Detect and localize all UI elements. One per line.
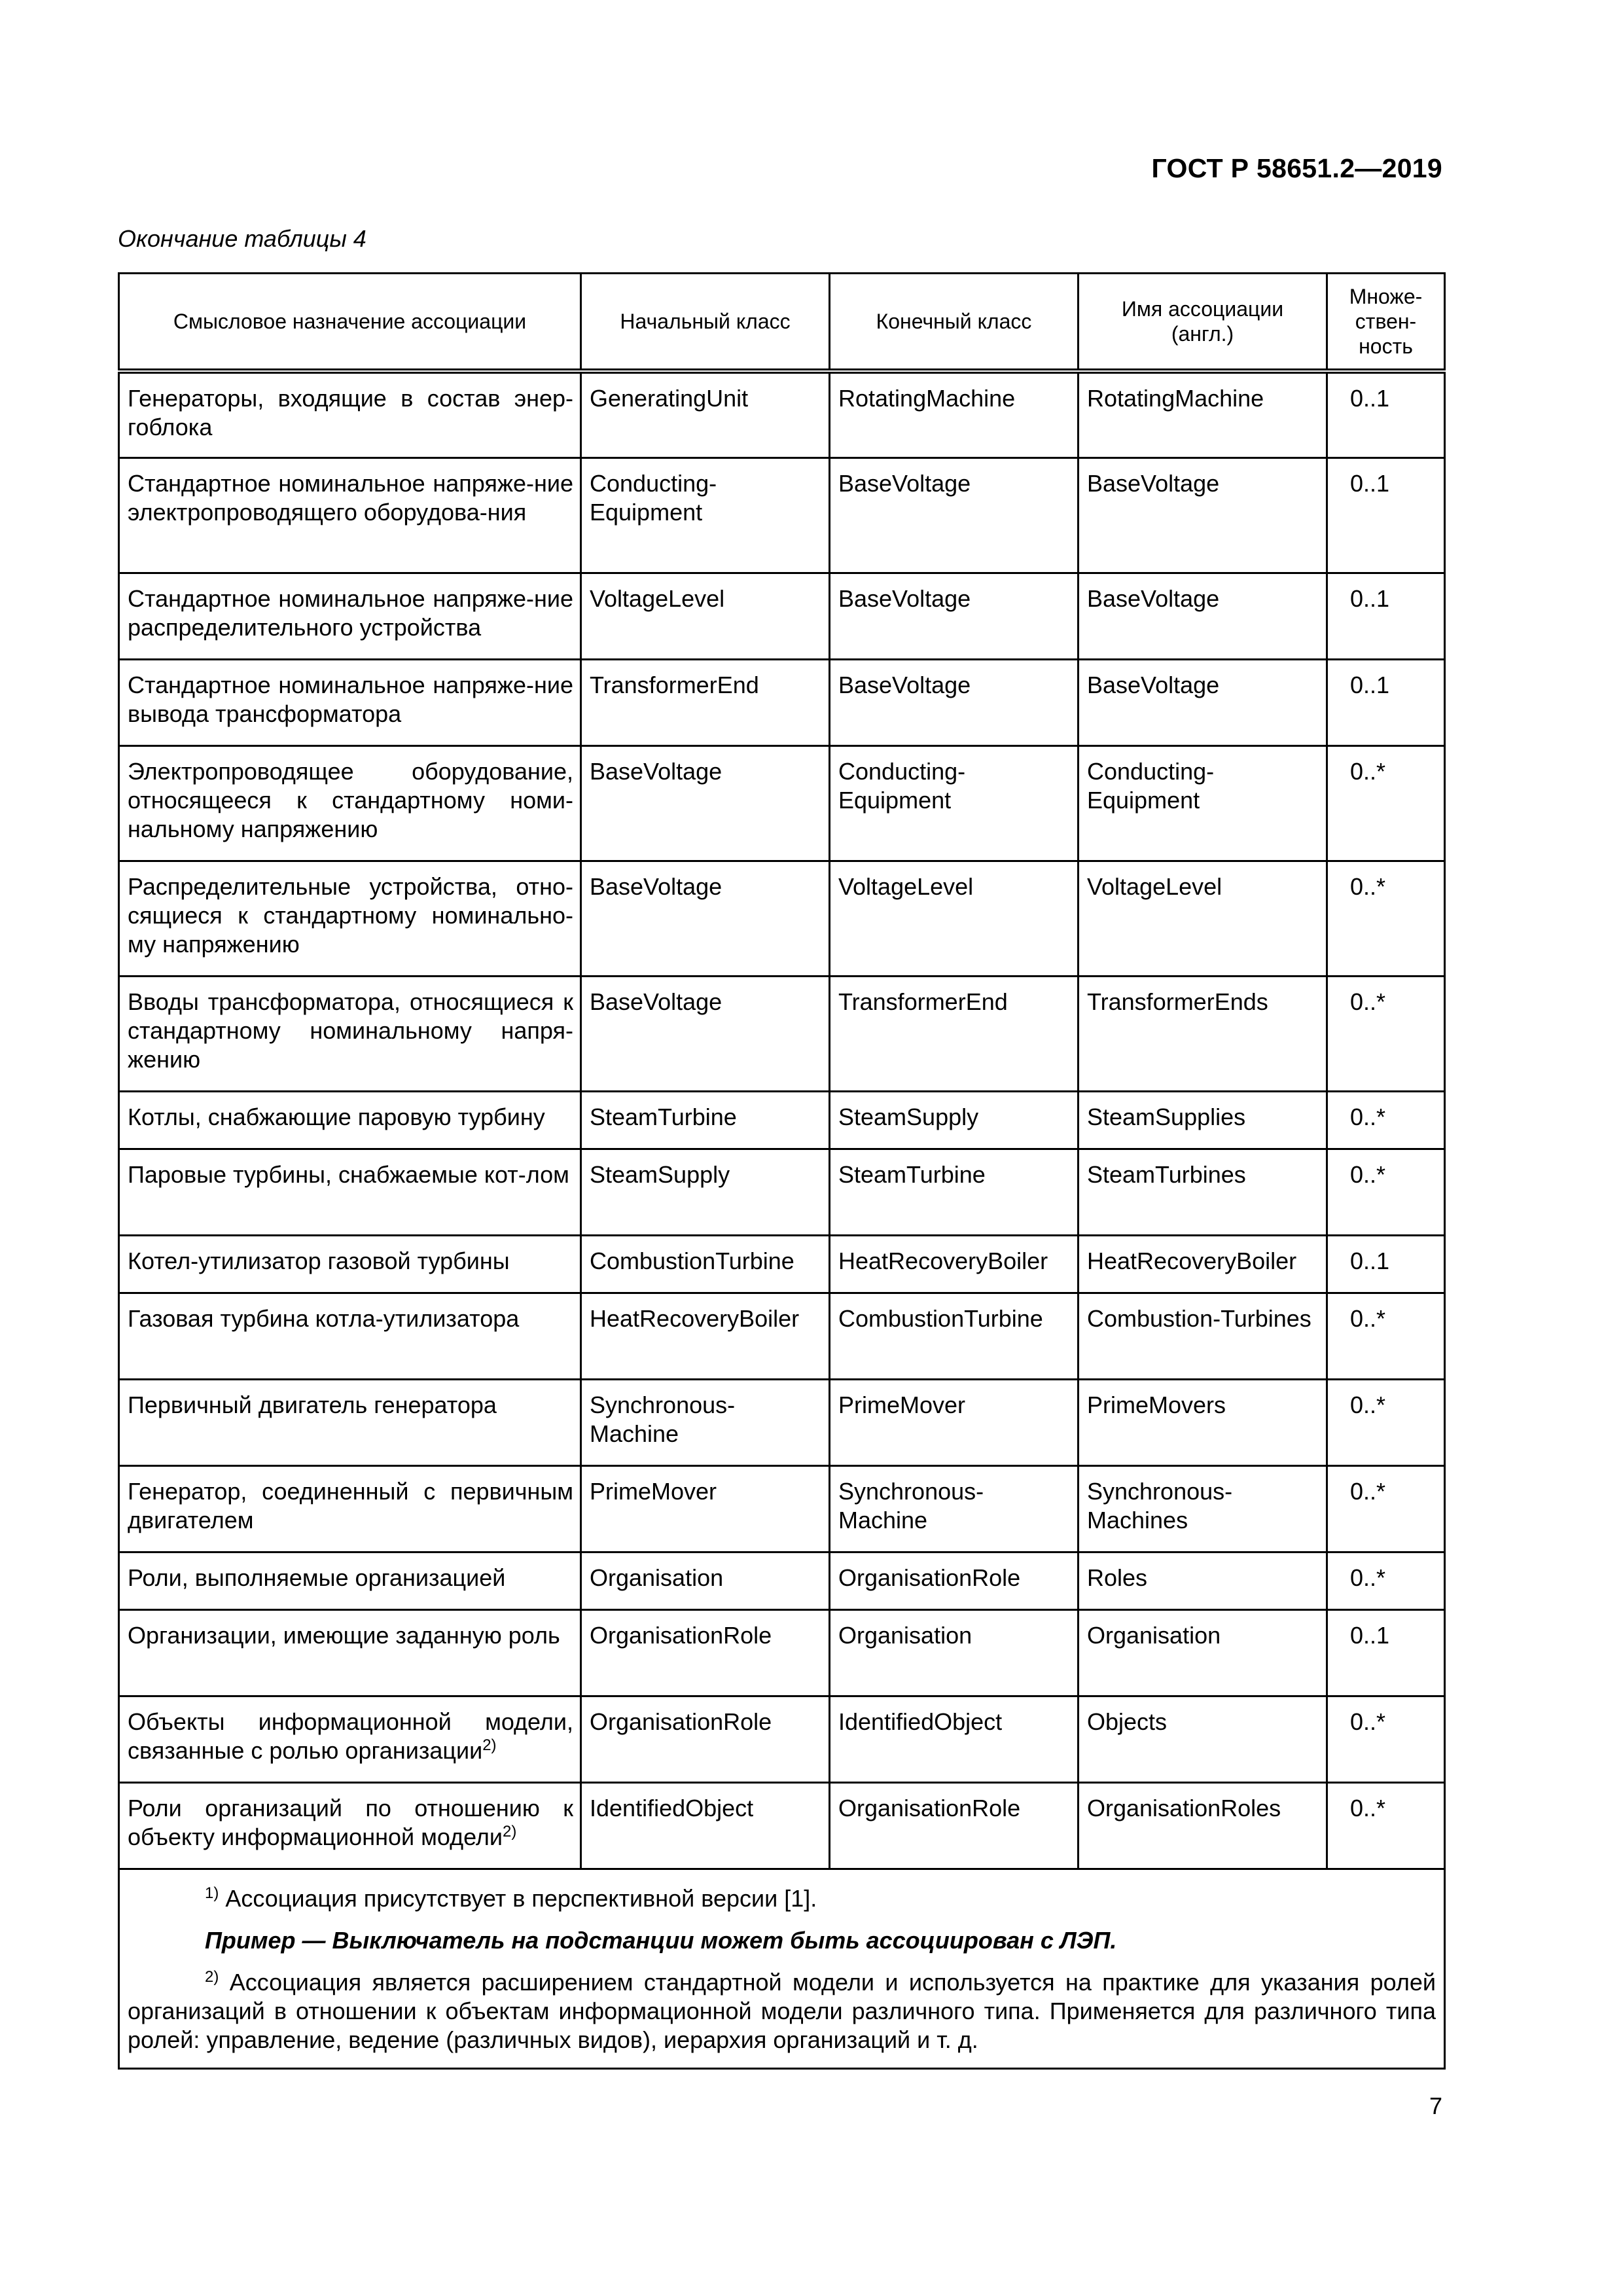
association-purpose-cell-text: Газовая турбина котла-утилизатора	[128, 1304, 520, 1332]
association-name-cell-text: HeatRecoveryBoiler	[1087, 1247, 1297, 1274]
association-name-cell	[1079, 1465, 1327, 1552]
associations-table	[118, 272, 1446, 2070]
association-name-cell-text: OrganisationRoles	[1087, 1794, 1281, 1821]
footnote-2-text: Ассоциация является расширением стандартной модели и используется на практике для указания ролей организаций в отношении к объектам информационной модели различного типа. Применяется для различного типа ролей: управление, ведение (различных видов), иерархия организаций и т. д.	[128, 1968, 1436, 2053]
table-notes	[119, 1869, 1445, 2068]
start-class-cell	[581, 1696, 830, 1782]
start-class-cell	[581, 861, 830, 976]
start-class-cell	[581, 976, 830, 1091]
column-header-purpose: Смысловое назначение ассоциации	[119, 274, 581, 372]
table-row	[119, 457, 1445, 573]
start-class-cell-text: VoltageLevel	[590, 584, 725, 612]
table-row	[119, 1149, 1445, 1235]
multiplicity-cell	[1327, 1552, 1445, 1609]
multiplicity-cell	[1327, 1609, 1445, 1696]
association-purpose-cell	[119, 1609, 581, 1696]
start-class-cell	[581, 1552, 830, 1609]
association-purpose-cell	[119, 1696, 581, 1782]
end-class-cell	[830, 976, 1079, 1091]
association-purpose-cell	[119, 371, 581, 457]
association-name-cell-text: Objects	[1087, 1708, 1168, 1735]
end-class-cell	[830, 1782, 1079, 1869]
association-name-cell-text: SteamTurbines	[1087, 1160, 1246, 1188]
association-purpose-cell-text: Стандартное номинальное напряже-ние электропроводящего оборудова-ния	[128, 469, 573, 526]
multiplicity-cell	[1327, 457, 1445, 573]
association-name-cell	[1079, 1149, 1327, 1235]
multiplicity-cell	[1327, 1782, 1445, 1869]
start-class-cell-text: PrimeMover	[590, 1477, 717, 1505]
end-class-cell	[830, 1696, 1079, 1782]
column-header-start-class: Начальный класс	[581, 274, 830, 372]
end-class-cell-text: PrimeMover	[838, 1391, 966, 1418]
end-class-cell-text: Conducting-Equipment	[838, 757, 966, 814]
end-class-cell	[830, 1149, 1079, 1235]
column-header-end-class: Конечный класс	[830, 274, 1079, 372]
association-name-cell	[1079, 659, 1327, 745]
table-row	[119, 573, 1445, 659]
association-purpose-cell-text: Стандартное номинальное напряже-ние распределительного устройства	[128, 584, 573, 641]
end-class-cell-text: HeatRecoveryBoiler	[838, 1247, 1048, 1274]
start-class-cell	[581, 659, 830, 745]
table-row	[119, 659, 1445, 745]
start-class-cell-text: BaseVoltage	[590, 988, 722, 1015]
table-row	[119, 1293, 1445, 1379]
footnote-1-text: Ассоциация присутствует в перспективной версии [1].	[225, 1884, 817, 1912]
association-name-cell	[1079, 1235, 1327, 1293]
end-class-cell	[830, 1293, 1079, 1379]
association-purpose-cell	[119, 1235, 581, 1293]
end-class-cell-text: TransformerEnd	[838, 988, 1008, 1015]
end-class-cell	[830, 659, 1079, 745]
multiplicity-cell-text: 0..*	[1350, 1564, 1386, 1591]
association-purpose-cell-text: Котел-утилизатор газовой турбины	[128, 1247, 510, 1274]
column-header-association-name: Имя ассоциации (англ.)	[1079, 274, 1327, 372]
association-purpose-cell	[119, 976, 581, 1091]
association-purpose-cell	[119, 1379, 581, 1465]
association-name-cell	[1079, 1609, 1327, 1696]
footnote-reference: 2)	[503, 1822, 517, 1840]
multiplicity-cell-text: 0..*	[1350, 1103, 1386, 1130]
multiplicity-cell-text: 0..*	[1350, 988, 1386, 1015]
association-name-cell	[1079, 1552, 1327, 1609]
start-class-cell	[581, 1149, 830, 1235]
association-purpose-cell	[119, 861, 581, 976]
multiplicity-cell	[1327, 861, 1445, 976]
start-class-cell-text: SteamSupply	[590, 1160, 730, 1188]
start-class-cell-text: Organisation	[590, 1564, 724, 1591]
table-row	[119, 745, 1445, 861]
start-class-cell	[581, 1091, 830, 1149]
association-name-cell-text: BaseVoltage	[1087, 584, 1220, 612]
multiplicity-cell	[1327, 1091, 1445, 1149]
multiplicity-cell	[1327, 976, 1445, 1091]
multiplicity-cell-text: 0..1	[1350, 584, 1390, 612]
association-name-cell	[1079, 1379, 1327, 1465]
table-header-row	[119, 274, 1445, 372]
end-class-cell	[830, 1465, 1079, 1552]
end-class-cell	[830, 1091, 1079, 1149]
table-row	[119, 1379, 1445, 1465]
start-class-cell-text: GeneratingUnit	[590, 385, 749, 412]
association-name-cell-text: SteamSupplies	[1087, 1103, 1246, 1130]
table-row	[119, 1609, 1445, 1696]
start-class-cell-text: TransformerEnd	[590, 671, 759, 698]
multiplicity-cell-text: 0..*	[1350, 1160, 1386, 1188]
association-purpose-cell-text: Электропроводящее оборудование, относящееся к стандартному номи-нальному напряжению	[128, 757, 573, 842]
start-class-cell	[581, 745, 830, 861]
footnote-1	[128, 1884, 1436, 1913]
multiplicity-cell-text: 0..1	[1350, 469, 1390, 497]
association-purpose-cell	[119, 1149, 581, 1235]
start-class-cell	[581, 1293, 830, 1379]
association-name-cell-text: Organisation	[1087, 1621, 1221, 1649]
association-purpose-cell	[119, 745, 581, 861]
end-class-cell-text: RotatingMachine	[838, 385, 1016, 412]
end-class-cell	[830, 1609, 1079, 1696]
table-row	[119, 371, 1445, 457]
association-purpose-cell	[119, 1782, 581, 1869]
multiplicity-cell	[1327, 1235, 1445, 1293]
start-class-cell	[581, 573, 830, 659]
end-class-cell	[830, 1552, 1079, 1609]
start-class-cell-text: CombustionTurbine	[590, 1247, 794, 1274]
association-purpose-cell-text: Паровые турбины, снабжаемые кот-лом	[128, 1160, 569, 1188]
start-class-cell-text: OrganisationRole	[590, 1708, 772, 1735]
association-purpose-cell	[119, 573, 581, 659]
footnote-reference: 2)	[482, 1736, 497, 1754]
multiplicity-cell	[1327, 573, 1445, 659]
association-purpose-cell-text: Объекты информационной модели, связанные с ролью организации	[128, 1708, 573, 1764]
document-code: ГОСТ Р 58651.2—2019	[1151, 153, 1442, 183]
association-name-cell-text: PrimeMovers	[1087, 1391, 1226, 1418]
association-name-cell-text: Synchronous-Machines	[1087, 1477, 1233, 1534]
association-name-cell-text: BaseVoltage	[1087, 671, 1220, 698]
multiplicity-cell	[1327, 1379, 1445, 1465]
end-class-cell-text: CombustionTurbine	[838, 1304, 1043, 1332]
end-class-cell-text: SteamTurbine	[838, 1160, 986, 1188]
association-name-cell-text: Combustion-Turbines	[1087, 1304, 1311, 1332]
end-class-cell-text: IdentifiedObject	[838, 1708, 1003, 1735]
start-class-cell	[581, 1235, 830, 1293]
footnote-1-mark: 1)	[205, 1884, 219, 1902]
multiplicity-cell-text: 0..1	[1350, 385, 1390, 412]
end-class-cell-text: OrganisationRole	[838, 1794, 1021, 1821]
start-class-cell-text: IdentifiedObject	[590, 1794, 754, 1821]
association-name-cell-text: Roles	[1087, 1564, 1148, 1591]
table-row	[119, 1091, 1445, 1149]
column-header-multiplicity: Множе-ствен-ность	[1327, 274, 1445, 372]
multiplicity-cell	[1327, 371, 1445, 457]
end-class-cell-text: BaseVoltage	[838, 671, 971, 698]
end-class-cell	[830, 1379, 1079, 1465]
multiplicity-cell-text: 0..*	[1350, 1794, 1386, 1821]
association-name-cell-text: Conducting-Equipment	[1087, 757, 1215, 814]
association-name-cell	[1079, 371, 1327, 457]
table-row	[119, 1465, 1445, 1552]
association-purpose-cell	[119, 1293, 581, 1379]
association-name-cell	[1079, 457, 1327, 573]
association-purpose-cell-text: Стандартное номинальное напряже-ние вывода трансформатора	[128, 671, 573, 727]
association-purpose-cell	[119, 1091, 581, 1149]
association-name-cell	[1079, 1782, 1327, 1869]
end-class-cell-text: SteamSupply	[838, 1103, 979, 1130]
association-name-cell	[1079, 976, 1327, 1091]
multiplicity-cell-text: 0..*	[1350, 1391, 1386, 1418]
association-purpose-cell	[119, 1465, 581, 1552]
multiplicity-cell-text: 0..1	[1350, 671, 1390, 698]
association-purpose-cell-text: Котлы, снабжающие паровую турбину	[128, 1103, 545, 1130]
association-name-cell	[1079, 1293, 1327, 1379]
association-purpose-cell-text: Вводы трансформатора, относящиеся к стандартному номинальному напря-жению	[128, 988, 573, 1073]
association-purpose-cell-text: Генераторы, входящие в состав энер-гоблока	[128, 385, 573, 440]
multiplicity-cell-text: 0..*	[1350, 872, 1386, 900]
start-class-cell	[581, 457, 830, 573]
association-purpose-cell	[119, 1552, 581, 1609]
page-number: 7	[1429, 2092, 1442, 2119]
association-name-cell-text: RotatingMachine	[1087, 385, 1264, 412]
footnote-2	[128, 1968, 1436, 2054]
multiplicity-cell	[1327, 1149, 1445, 1235]
example-note: Пример — Выключатель на подстанции может быть ассоциирован с ЛЭП.	[205, 1926, 1117, 1954]
start-class-cell-text: HeatRecoveryBoiler	[590, 1304, 800, 1332]
association-purpose-cell-text: Роли организаций по отношению к объекту информационной модели	[128, 1794, 573, 1850]
association-purpose-cell-text: Первичный двигатель генератора	[128, 1391, 497, 1418]
table-caption: Окончание таблицы 4	[118, 225, 366, 252]
start-class-cell-text: Conducting-Equipment	[590, 469, 717, 526]
association-name-cell-text: TransformerEnds	[1087, 988, 1268, 1015]
association-purpose-cell-text: Роли, выполняемые организацией	[128, 1564, 506, 1591]
association-name-cell	[1079, 1091, 1327, 1149]
end-class-cell-text: BaseVoltage	[838, 469, 971, 497]
start-class-cell	[581, 1379, 830, 1465]
end-class-cell-text: OrganisationRole	[838, 1564, 1021, 1591]
footnote-2-mark: 2)	[205, 1967, 219, 1986]
table-row	[119, 1782, 1445, 1869]
multiplicity-cell	[1327, 659, 1445, 745]
end-class-cell	[830, 745, 1079, 861]
end-class-cell-text: Synchronous-Machine	[838, 1477, 984, 1534]
table-row	[119, 976, 1445, 1091]
multiplicity-cell	[1327, 1293, 1445, 1379]
association-name-cell	[1079, 745, 1327, 861]
association-purpose-cell	[119, 457, 581, 573]
multiplicity-cell	[1327, 745, 1445, 861]
association-name-cell	[1079, 573, 1327, 659]
end-class-cell	[830, 371, 1079, 457]
start-class-cell-text: BaseVoltage	[590, 872, 722, 900]
multiplicity-cell-text: 0..1	[1350, 1621, 1390, 1649]
association-purpose-cell-text: Распределительные устройства, отно-сящиеся к стандартному номинально-му напряжению	[128, 872, 573, 958]
end-class-cell-text: BaseVoltage	[838, 584, 971, 612]
association-purpose-cell-text: Организации, имеющие заданную роль	[128, 1621, 560, 1649]
table-row	[119, 1552, 1445, 1609]
multiplicity-cell-text: 0..*	[1350, 1304, 1386, 1332]
table-row	[119, 1696, 1445, 1782]
end-class-cell-text: VoltageLevel	[838, 872, 974, 900]
start-class-cell	[581, 1609, 830, 1696]
start-class-cell-text: SteamTurbine	[590, 1103, 737, 1130]
end-class-cell	[830, 861, 1079, 976]
start-class-cell	[581, 1465, 830, 1552]
start-class-cell	[581, 371, 830, 457]
multiplicity-cell	[1327, 1696, 1445, 1782]
start-class-cell-text: BaseVoltage	[590, 757, 722, 785]
end-class-cell	[830, 1235, 1079, 1293]
multiplicity-cell-text: 0..*	[1350, 757, 1386, 785]
association-purpose-cell	[119, 659, 581, 745]
multiplicity-cell	[1327, 1465, 1445, 1552]
table-row	[119, 861, 1445, 976]
end-class-cell-text: Organisation	[838, 1621, 972, 1649]
start-class-cell	[581, 1782, 830, 1869]
association-name-cell	[1079, 861, 1327, 976]
table-row	[119, 1235, 1445, 1293]
association-name-cell-text: BaseVoltage	[1087, 469, 1220, 497]
association-name-cell	[1079, 1696, 1327, 1782]
start-class-cell-text: Synchronous-Machine	[590, 1391, 736, 1447]
multiplicity-cell-text: 0..1	[1350, 1247, 1390, 1274]
notes-row	[119, 1869, 1445, 2068]
end-class-cell	[830, 457, 1079, 573]
start-class-cell-text: OrganisationRole	[590, 1621, 772, 1649]
end-class-cell	[830, 573, 1079, 659]
multiplicity-cell-text: 0..*	[1350, 1477, 1386, 1505]
association-purpose-cell-text: Генератор, соединенный с первичным двигателем	[128, 1477, 573, 1534]
association-name-cell-text: VoltageLevel	[1087, 872, 1222, 900]
multiplicity-cell-text: 0..*	[1350, 1708, 1386, 1735]
